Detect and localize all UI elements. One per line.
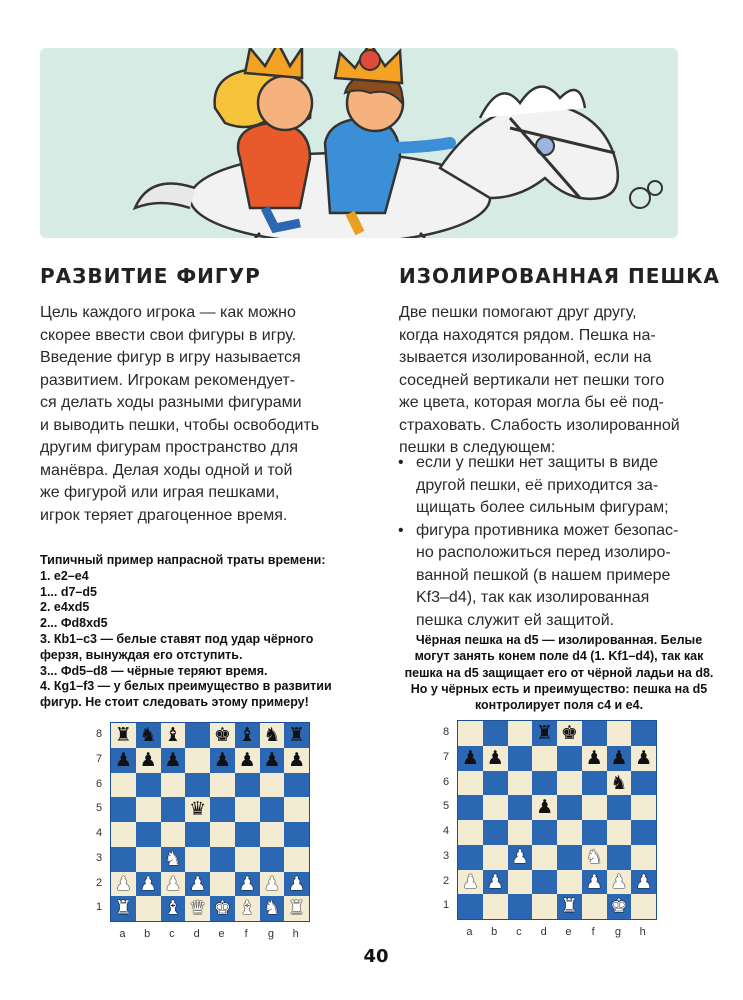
- square-d1: [532, 894, 557, 919]
- file-label: h: [292, 928, 299, 940]
- caption-isolated-pawn: Чёрная пешка на d5 — изолированная. Белые могут занять конем поле d4 (1. Kf1–d4), так как пешка на d5 защищает его от чёрной ладьи на d8. Но у чёрных есть и преимущество: пешка на d5 контролирует поля c4 и e4.: [404, 633, 714, 713]
- square-c8: [508, 721, 533, 746]
- square-e2: [210, 872, 235, 897]
- chess-piece-g7: ♟: [610, 746, 628, 769]
- chess-piece-b7: ♟: [139, 748, 157, 771]
- paragraph-development: Цель каждого игрока — как можно скорее ввести свои фигуры в игру. Введение фигур в игру называется развитием. Игрокам рекомендует- ся делать ходы разными фигурами и выводить пешки, чтобы освободить другим фигурам пространство для манёвра. Делая ходы одной и той же фигурой или играя пешками, игрок теряет драгоценное время.: [40, 304, 320, 524]
- square-h4: [284, 822, 309, 847]
- square-d3: [532, 845, 557, 870]
- chessboard-isolated-pawn: [457, 720, 657, 920]
- chess-piece-d5: ♛: [189, 798, 207, 821]
- square-f8: [582, 721, 607, 746]
- square-b8: [483, 721, 508, 746]
- square-g5: [607, 795, 632, 820]
- chess-piece-g2: ♟: [610, 870, 628, 893]
- square-d3: [185, 847, 210, 872]
- square-e4: [210, 822, 235, 847]
- heading-development: РАЗВИТИЕ ФИГУР: [40, 264, 261, 288]
- file-label: d: [193, 928, 200, 940]
- file-label: g: [614, 926, 621, 938]
- square-d7: [185, 748, 210, 773]
- chess-piece-g7: ♟: [263, 748, 281, 771]
- chess-piece-c7: ♟: [164, 748, 182, 771]
- square-f5: [235, 797, 260, 822]
- chess-piece-h2: ♟: [635, 870, 653, 893]
- square-e6: [210, 773, 235, 798]
- move-line: 3... Фd5–d8 — чёрные теряют время.: [40, 663, 268, 678]
- page-number: 40: [363, 946, 389, 967]
- chess-piece-a2: ♟: [461, 870, 479, 893]
- chess-piece-c1: ♝: [164, 897, 182, 920]
- square-e5: [557, 795, 582, 820]
- chess-piece-d8: ♜: [536, 722, 554, 744]
- chess-piece-h7: ♟: [288, 748, 306, 771]
- chess-piece-d1: ♛: [189, 897, 207, 920]
- chess-piece-g1: ♚: [610, 895, 628, 918]
- chess-piece-h1: ♜: [288, 897, 306, 920]
- chess-piece-g1: ♞: [263, 897, 281, 920]
- rank-label: 2: [442, 874, 450, 887]
- square-f4: [582, 820, 607, 845]
- chess-piece-f3: ♞: [585, 845, 603, 868]
- square-e3: [210, 847, 235, 872]
- square-g4: [607, 820, 632, 845]
- chess-piece-d5: ♟: [536, 796, 554, 819]
- move-line: фигур. Не стоит следовать этому примеру!: [40, 695, 309, 710]
- file-label: b: [144, 928, 151, 940]
- chess-piece-f7: ♟: [585, 746, 603, 769]
- rank-label: 1: [442, 899, 450, 912]
- chess-piece-f1: ♝: [238, 897, 256, 920]
- chess-piece-a1: ♜: [114, 897, 132, 920]
- square-b4: [136, 822, 161, 847]
- square-a4: [111, 822, 136, 847]
- chess-piece-b2: ♟: [486, 870, 504, 893]
- chessboard-development: [110, 722, 310, 922]
- file-label: b: [491, 926, 498, 938]
- square-h6: [284, 773, 309, 798]
- square-d6: [532, 771, 557, 796]
- square-b3: [483, 845, 508, 870]
- chess-piece-h7: ♟: [635, 746, 653, 769]
- file-label: f: [244, 928, 248, 940]
- chess-piece-a8: ♜: [114, 724, 132, 746]
- file-label: f: [591, 926, 595, 938]
- rank-label: 3: [95, 851, 103, 864]
- rank-label: 5: [95, 802, 103, 815]
- square-a6: [111, 773, 136, 798]
- chess-piece-b2: ♟: [139, 872, 157, 895]
- square-c6: [508, 771, 533, 796]
- square-d7: [532, 746, 557, 771]
- square-c5: [508, 795, 533, 820]
- rank-label: 8: [442, 726, 450, 738]
- chess-piece-e8: ♚: [560, 722, 578, 744]
- chess-piece-c8: ♝: [164, 724, 182, 746]
- square-g6: [260, 773, 285, 798]
- square-h5: [631, 795, 656, 820]
- square-a5: [111, 797, 136, 822]
- chess-piece-e1: ♜: [560, 895, 578, 918]
- square-a6: [458, 771, 483, 796]
- square-h1: [631, 894, 656, 919]
- chess-piece-g8: ♞: [263, 724, 281, 746]
- square-e7: [557, 746, 582, 771]
- square-e3: [557, 845, 582, 870]
- square-h4: [631, 820, 656, 845]
- square-a1: [458, 894, 483, 919]
- file-label: d: [540, 926, 547, 938]
- chess-piece-f2: ♟: [585, 870, 603, 893]
- file-label: a: [119, 928, 126, 940]
- square-d4: [532, 820, 557, 845]
- chess-piece-e7: ♟: [213, 748, 231, 771]
- rank-label: 5: [442, 800, 450, 813]
- file-label: a: [466, 926, 473, 938]
- square-f5: [582, 795, 607, 820]
- square-h8: [631, 721, 656, 746]
- square-f1: [582, 894, 607, 919]
- square-d8: [185, 723, 210, 748]
- rank-label: 7: [442, 750, 450, 763]
- chess-piece-f7: ♟: [238, 748, 256, 771]
- chess-piece-b8: ♞: [139, 724, 157, 746]
- chess-piece-f2: ♟: [238, 872, 256, 895]
- bullet-item: • если у пешки нет защиты в виде другой пешки, её приходится за- щищать более сильным фигурам;: [396, 452, 714, 520]
- chess-piece-d2: ♟: [189, 872, 207, 895]
- move-line: 4. Кg1–f3 — у белых преимущество в развитии: [40, 679, 332, 694]
- square-a3: [111, 847, 136, 872]
- chess-piece-a7: ♟: [461, 746, 479, 769]
- chess-piece-a2: ♟: [114, 872, 132, 895]
- square-d2: [532, 870, 557, 895]
- paragraph-isolated-pawn: Две пешки помогают друг другу, когда находятся рядом. Пешка на- зывается изолированной, если на соседней вертикали нет пешки того же цвета, которая могла бы её под- страховать. Слабость изолированной пешки в следующем:: [399, 304, 680, 456]
- move-line: 1. e2–e4: [40, 568, 89, 583]
- move-line: 3. Кb1–c3 — белые ставят под удар чёрного: [40, 631, 314, 646]
- move-line: 2... Фd8xd5: [40, 616, 108, 631]
- square-b5: [136, 797, 161, 822]
- square-c6: [161, 773, 186, 798]
- square-d4: [185, 822, 210, 847]
- square-h5: [284, 797, 309, 822]
- move-line: ферзя, вынуждая его отступить.: [40, 647, 243, 662]
- square-c7: [508, 746, 533, 771]
- square-b5: [483, 795, 508, 820]
- rank-label: 1: [95, 901, 103, 914]
- square-c5: [161, 797, 186, 822]
- chess-piece-g6: ♞: [610, 771, 628, 794]
- square-c2: [508, 870, 533, 895]
- chess-piece-e8: ♚: [213, 724, 231, 746]
- rank-label: 4: [95, 827, 103, 839]
- square-h3: [631, 845, 656, 870]
- square-g3: [260, 847, 285, 872]
- chess-piece-c3: ♟: [511, 845, 529, 868]
- square-a4: [458, 820, 483, 845]
- chess-piece-g2: ♟: [263, 872, 281, 895]
- square-e5: [210, 797, 235, 822]
- square-f6: [235, 773, 260, 798]
- chess-piece-e1: ♚: [213, 897, 231, 920]
- bullet-list: [396, 452, 714, 632]
- move-line: 1... d7–d5: [40, 584, 97, 599]
- moves-intro: Типичный пример напрасной траты времени:: [40, 553, 326, 567]
- rank-label: 6: [95, 777, 103, 790]
- file-label: e: [565, 926, 572, 938]
- square-b4: [483, 820, 508, 845]
- square-e2: [557, 870, 582, 895]
- square-g8: [607, 721, 632, 746]
- square-d6: [185, 773, 210, 798]
- rank-label: 7: [95, 752, 103, 765]
- square-h6: [631, 771, 656, 796]
- chess-piece-c3: ♞: [164, 847, 182, 870]
- file-label: e: [218, 928, 225, 940]
- move-line: 2. e4xd5: [40, 600, 90, 615]
- square-b6: [483, 771, 508, 796]
- square-h3: [284, 847, 309, 872]
- rank-label: 2: [95, 876, 103, 889]
- file-label: c: [516, 926, 522, 938]
- chess-piece-f8: ♝: [238, 724, 256, 746]
- chess-piece-h8: ♜: [288, 724, 306, 746]
- square-g4: [260, 822, 285, 847]
- square-g3: [607, 845, 632, 870]
- file-label: g: [267, 928, 274, 940]
- square-f4: [235, 822, 260, 847]
- square-e6: [557, 771, 582, 796]
- chess-piece-h2: ♟: [288, 872, 306, 895]
- chess-piece-c2: ♟: [164, 872, 182, 895]
- square-a3: [458, 845, 483, 870]
- square-b1: [483, 894, 508, 919]
- banner-illustration: [40, 48, 678, 238]
- rank-label: 4: [442, 825, 450, 837]
- square-b3: [136, 847, 161, 872]
- moves-example: [40, 553, 370, 711]
- file-label: h: [639, 926, 646, 938]
- square-a5: [458, 795, 483, 820]
- square-b1: [136, 896, 161, 921]
- square-e4: [557, 820, 582, 845]
- rank-label: 3: [442, 849, 450, 862]
- square-g5: [260, 797, 285, 822]
- rank-label: 6: [442, 775, 450, 788]
- square-b6: [136, 773, 161, 798]
- rank-label: 8: [95, 728, 103, 740]
- square-a8: [458, 721, 483, 746]
- kings-riding-horse-illustration: [40, 48, 678, 238]
- square-f6: [582, 771, 607, 796]
- chess-piece-a7: ♟: [114, 748, 132, 771]
- chess-piece-b7: ♟: [486, 746, 504, 769]
- square-c4: [508, 820, 533, 845]
- square-c1: [508, 894, 533, 919]
- heading-isolated-pawn: ИЗОЛИРОВАННАЯ ПЕШКА: [399, 264, 720, 288]
- file-label: c: [169, 928, 175, 940]
- square-c4: [161, 822, 186, 847]
- bullet-item: • фигура противника может безопас- но расположиться перед изолиро- ванной пешкой (в нашем примере Kf3–d4), так как изолированная пешка служит ей защитой.: [396, 520, 714, 633]
- square-f3: [235, 847, 260, 872]
